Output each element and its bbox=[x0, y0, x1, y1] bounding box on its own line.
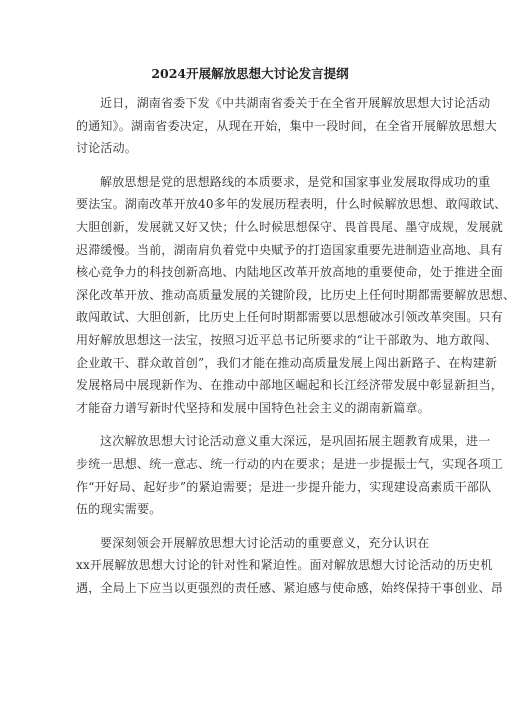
text-line: 近日，湖南省委下发《中共湖南省委关于在全省开展解放思想大讨论活动 bbox=[100, 96, 491, 110]
text-line: 的通知》。湖南省委决定，从现在开始，集中一段时间，在全省开展解放思想大 bbox=[76, 118, 498, 133]
paragraph-4 bbox=[76, 532, 504, 600]
text-line: 要深刻领会开展解放思想大讨论活动的重要意义，充分认识在 bbox=[100, 535, 430, 550]
text-line: 作“开好局、起好步”的紧迫需要；是进一步提升能力，实现建设高素质干部队 bbox=[76, 479, 492, 494]
document-body bbox=[76, 92, 515, 599]
text-line: 企业敢干、群众敢首创”，我们才能在推动高质量发展上闯出新路子、在构建新 bbox=[76, 355, 498, 370]
text-line: 伍的现实需要。 bbox=[76, 502, 162, 517]
text-line: 敢闯敢试、大胆创新，比历史上任何时期都需要以思想破冰引领改革突围。只有 bbox=[76, 310, 504, 325]
document-title: 2024开展解放思想大讨论发言提纲 bbox=[151, 66, 349, 81]
text-line: 步统一思想、统一意志、统一行动的内在要求；是进一步提振士气，实现各项工 bbox=[76, 456, 504, 471]
text-line: 核心竞争力的科技创新高地、内陆地区改革开放高地的重要使命，处于推进全面 bbox=[76, 265, 504, 280]
text-line: 才能奋力谱写新时代坚持和发展中国特色社会主义的湖南新篇章。 bbox=[76, 400, 430, 415]
paragraph-1 bbox=[76, 92, 498, 160]
text-line: 深化改革开放、推动高质量发展的关键阶段，比历史上任何时期都需要解放思想、 bbox=[76, 287, 515, 302]
paragraph-2 bbox=[76, 171, 515, 420]
text-line: 遇，全局上下应当以更强烈的责任感、紧迫感与使命感，始终保持干事创业、昂 bbox=[76, 580, 504, 595]
text-line: 要法宝。湖南改革开放40多年的发展历程表明，什么时候解放思想、敢闯敢试、 bbox=[76, 197, 507, 212]
text-line: xx开展解放思想大讨论的针对性和紧迫性。面对解放思想大讨论活动的历史机 bbox=[76, 558, 493, 573]
text-line: 迟滞缓慢。当前，湖南肩负着党中央赋予的打造国家重要先进制造业高地、具有 bbox=[76, 242, 504, 257]
text-line: 这次解放思想大讨论活动意义重大深远，是巩固拓展主题教育成果，进一 bbox=[100, 434, 491, 449]
text-line: 用好解放思想这一法宝，按照习近平总书记所要求的“让干部敢为、地方敢闯、 bbox=[76, 332, 498, 347]
text-line: 发展格局中展现新作为、在推动中部地区崛起和长江经济带发展中彰显新担当， bbox=[76, 378, 504, 393]
text-line: 讨论活动。 bbox=[76, 141, 138, 156]
paragraph-3 bbox=[76, 430, 504, 520]
text-line: 大胆创新，发展就又好又快；什么时候思想保守、畏首畏尾、墨守成规，发展就 bbox=[76, 219, 504, 234]
text-line: 解放思想是党的思想路线的本质要求，是党和国家事业发展取得成功的重 bbox=[100, 174, 491, 189]
